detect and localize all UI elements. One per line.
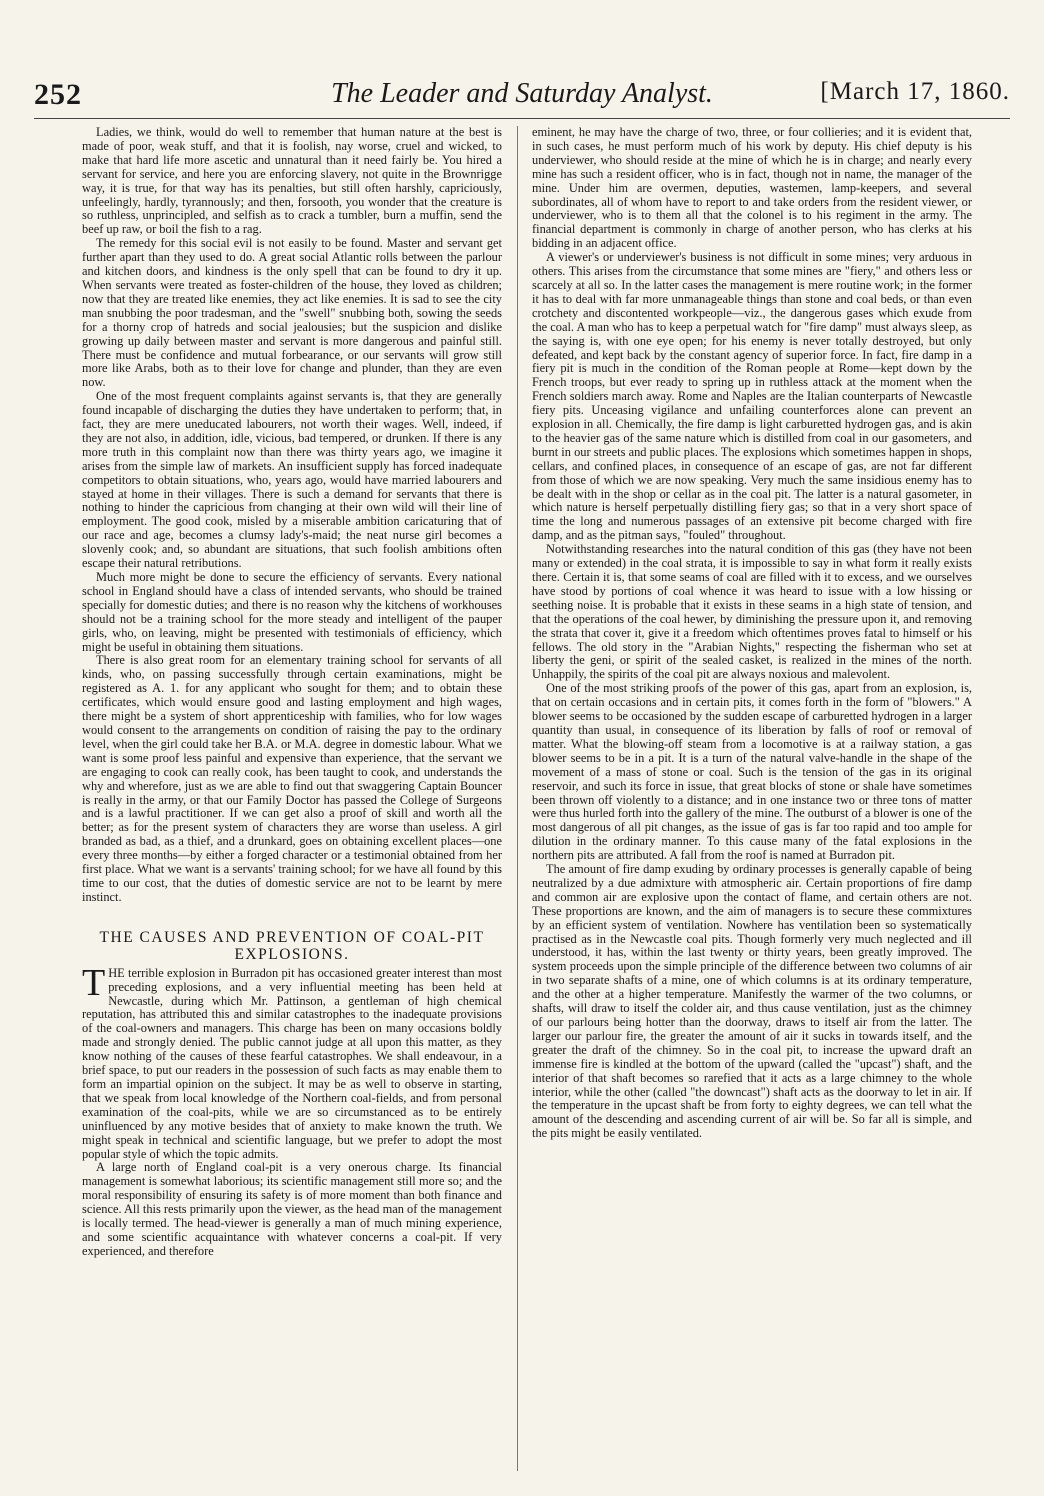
paragraph: A large north of England coal-pit is a very onerous charge. Its financial management is somewhat laborious; its scientific management still more so; and the moral responsibility of ensuring its safety is of more moment than both finance and science. All this rests primarily upon the viewer, as the head man of the management is locally termed. The head-viewer is generally a man of much mining experience, and some scientific acquaintance with whatever concerns a coal-pit. If very experienced, and therefore [82,1160,502,1258]
column-divider [517,126,518,1471]
article-opening-paragraph [82,961,502,1162]
journal-title: The Leader and Saturday Analyst. [331,78,713,109]
drop-cap: T [82,961,106,1004]
paragraph: The remedy for this social evil is not easily to be found. Master and servant get further apart than they used to do. A great social Atlantic rolls between the parlour and kitchen doors, and kindness is the only spell that can be found to dry it up. When servants were treated as foster-children of the house, they loved as children; now that they are treated like enemies, they act like enemies. It is sad to see the city man snubbing the poor tradesman, and the "swell" snubbing both, sowing the seeds for a thorny crop of hatreds and social jealousies; but the suspicion and dislike growing up daily between master and servant is more dangerous and painful still. There must be confidence and mutual forbearance, or our servants will grow still more like Arabs, both as to their love for change and plunder, than they are even now. [82,236,502,390]
paragraph: The amount of fire damp exuding by ordinary processes is generally capable of being neutralized by a due admixture with atmospheric air. Certain proportions of fire damp and common air are explosive upon the contact of flame, and certain others are not. These proportions are known, and the aim of managers is to secure these commixtures by an efficient system of ventilation. Nowhere has ventilation been so systematically practised as in the Newcastle coal pits. Though formerly very much neglected and ill understood, it has, within the last twenty or thirty years, been greatly improved. The system proceeds upon the simple principle of the difference between two columns of air in two separate shafts of a mine, one of which columns is at its ordinary temperature, and the other at a higher temperature. Manifestly the warmer of the two columns, or shafts, will draw to itself the colder air, and thus cause ventilation, just as the chimney of our parlours being hotter than the doorway, draws to itself air from the latter. The larger our parlour fire, the greater the amount of air it sucks in towards itself, and the greater the draft of the chimney. So in the coal pit, to increase the upward draft an immense fire is kindled at the bottom of the upward (called the "upcast") shaft, and the interior of that shaft becomes so rarefied that it acts as a large chimney to the whole interior, while the other (called "the downcast") shaft acts as the doorway to let in air. If the temperature in the upcast shaft be from forty to eighty degrees, we can tell what the amount of the descending and ascending current of air will be. So far all is simple, and the pits might be easily ventilated. [532,862,972,1141]
paragraph: eminent, he may have the charge of two, three, or four collieries; and it is evident that, in such cases, he must perform much of his work by deputy. His chief deputy is his underviewer, who should reside at the mine of which he is in charge; and nearly every mine has such a resident officer, who is in fact, though not in name, the manager of the mine. Under him are overmen, deputies, wastemen, lamp-keepers, and several subordinates, all of whom have to report to and take orders from the resident viewer, or underviewer, who is to them all that the colonel is to his regiment in the army. The financial department is commonly in charge of another person, who has clerks at his bidding in an adjacent office. [532,126,972,251]
page-header [34,78,1010,120]
header-rule [34,118,1010,119]
article-title: THE CAUSES AND PREVENTION OF COAL-PIT EXPLOSIONS. [99,928,485,963]
paragraph: Ladies, we think, would do well to remember that human nature at the best is made of poor, weak stuff, and that it is foolish, nay worse, cruel and wicked, to make that hard life more ascetic and unnatural than it need fairly be. You hired a servant for service, and here you are enforcing slavery, not quite in the Brownrigge way, it is true, for that way has its penalties, but still often harshly, capriciously, unfeelingly, hardly, tyrannously; and then, forsooth, you wonder that the creature is so ruthless, unprincipled, and selfish as to crack a tumbler, burn a muffin, send the beef up raw, or boil the fish to a rag. [82,126,502,237]
issue-date: [March 17, 1860. [820,78,1010,105]
paragraph: One of the most striking proofs of the power of this gas, apart from an explosion, is, that on certain occasions and in certain pits, it comes forth in the form of "blowers." A blower seems to be occasioned by the sudden escape of carburetted hydrogen in a larger quantity than usual, in consequence of its liberation by falls of roof or removal of matter. What the blowing-off steam from a locomotive is at a railway station, a gas blower seems to be in a pit. It is a turn of the natural valve-handle in the shape of the movement of a mass of stone or coal. Such is the tension of the gas in its original reservoir, and such its force in issue, that great blocks of stone or shale have sometimes been thrown off violently to a distance; and in one instance two or three tons of matter were thus hurled forth into the gallery of the mine. The outburst of a blower is one of the most dangerous of all pit changes, as the issue of gas is far too rapid and too ample for dilution in the ordinary manner. To this cause many of the fatal explosions in the northern pits are attributed. A fall from the roof is named at Burradon pit. [532,681,972,863]
left-column [82,126,502,1471]
paragraph: Notwithstanding researches into the natural condition of this gas (they have not been many or extended) in the coal strata, it is impossible to say in what form it really exists there. Certain it is, that some seams of coal are filled with it to excess, and we ourselves have stood by portions of coal whence it was heard to issue with a low hissing or seething noise. It is probable that it exists in these seams in a high state of tension, and that the operations of the coal hewer, by diminishing the pressure upon it, and removing the strata that cover it, give it a freedom which oftentimes proves fatal to himself or his fellows. The old story in the "Arabian Nights," respecting the fisherman who set at liberty the geni, or spirit of the sealed casket, is realized in the mines of the north. Unhappily, the spirits of the coal pit are always noxious and malevolent. [532,542,972,682]
paragraph: There is also great room for an elementary training school for servants of all kinds, who, on passing successfully through certain examinations, might be registered as A. 1. for any applicant who sought for them; and to obtain these certificates, which would ensure good and lasting employment and high wages, there might be a system of short apprenticeship with families, who for low wages would consent to the arrangements on condition of raising the pay to the ordinary level, when the girl could take her B.A. or M.A. degree in domestic labour. What we want is some proof less painful and expensive than experience, that the servant we are engaging to cook can really cook, has been taught to cook, and understands the why and wherefore, just as we are able to find out that swaggering Captain Bouncer is really in the army, or that our Family Doctor has passed the College of Surgeons and is a lawful practitioner. If we can get also a proof of skill and worth all the better; as for the present system of characters they are worse than useless. A girl branded as bad, as a thief, and a drunkard, goes on obtaining excellent places—one every three months—by either a forged character or a testimonial obtained from her first place. What we want is a servants' training school; for we have all found by this time to our cost, that the duties of domestic service are not to be learnt by mere instinct. [82,653,502,904]
paragraph: A viewer's or underviewer's business is not difficult in some mines; very arduous in others. This arises from the circumstance that some mines are "fiery," and others less or scarcely at all so. In the latter cases the management is mere routine work; in the former it has to deal with far more unmanageable things than stone and coal beds, or than even crotchety and discontented workpeople—viz., the dangerous gases which exude from the coal. A man who has to keep a perpetual watch for "fire damp" must always sleep, as the saying is, with one eye open; for his enemy is never totally destroyed, but only defeated, and kept back by the constant agency of superior force. In fact, fire damp in a fiery pit is much in the condition of the Roman people at Rome—kept down by the French troops, but ever ready to spring up in ruthless attack at the moment when the French soldiers march away. Rome and Naples are the Italian counterparts of Newcastle fiery pits. Unceasing vigilance and unfailing counterforces alone can prevent an explosion in all. Chemically, the fire damp is light carburetted hydrogen gas, and is akin to the heavier gas of the same nature which is distilled from coal in our gasometers, and burnt in our streets and public places. The explosions which sometimes happen in shops, cellars, and confined places, in consequence of an escape of gas, are not far different from those of which we are now speaking. Very much the same insidious enemy has to be dealt with in the shop or cellar as in the coal pit. The latter is a natural gasometer, in which nature is herself perpetually distilling fiery gas; so that in a very short space of time the long and numerous passages of an extensive pit become charged with fire damp, and as the pitman says, "fouled" throughout. [532,250,972,543]
right-column [532,126,972,1471]
paragraph: One of the most frequent complaints against servants is, that they are generally found incapable of discharging the duties they have undertaken to perform; that, in fact, they are mere uneducated labourers, not worth their wages. Well, indeed, if they are not also, in addition, idle, vicious, bad tempered, or drunken. If there is any more truth in this complaint now than there was thirty years ago, we imagine it arises from the simple law of markets. An insufficient supply has forced inadequate competitors to obtain situations, who, years ago, would have married labourers and stayed at home in their villages. There is such a demand for servants that there is nothing to hinder the capricious from changing at their own wild will their line of employment. The good cook, misled by a miserable ambition caricaturing that of our race and age, becomes a clumsy lady's-maid; the neat nurse girl becomes a slovenly cook; and, so abundant are situations, that such foolish ambitions often escape their natural retributions. [82,389,502,571]
paragraph: Much more might be done to secure the efficiency of servants. Every national school in England should have a class of intended servants, who should be trained specially for domestic duties; and there is no reason why the kitchens of workhouses should not be a training school for the more steady and intelligent of the pauper girls, who, on leaving, might be presented with testimonials of efficiency, which might be useful in obtaining them situations. [82,570,502,654]
page-number: 252 [34,78,82,111]
paragraph-text: HE terrible explosion in Burradon pit has occasioned greater interest than most preceding explosions, and a very influential meeting has been held at Newcastle, during which Mr. Pattinson, a gentleman of high chemical reputation, has attributed this and similar catastrophes to the inadequate provisions of the coal-owners and managers. This charge has been on many occasions boldly made and strongly denied. The public cannot judge at all upon this matter, as they know nothing of the causes of these fearful catastrophes. We shall endeavour, in a brief space, to put our readers in the possession of such facts as may enable them to form an impartial opinion on the subject. It may be as well to observe in starting, that we speak from local knowledge of the Northern coal-fields, and from personal examination of the coal-pits, while we are so circumstanced as to be entirely uninfluenced by any motive besides that of anxiety to make known the truth. We might speak in technical and scientific language, but we prefer to adopt the most popular style of which the topic admits. [82,965,502,1161]
